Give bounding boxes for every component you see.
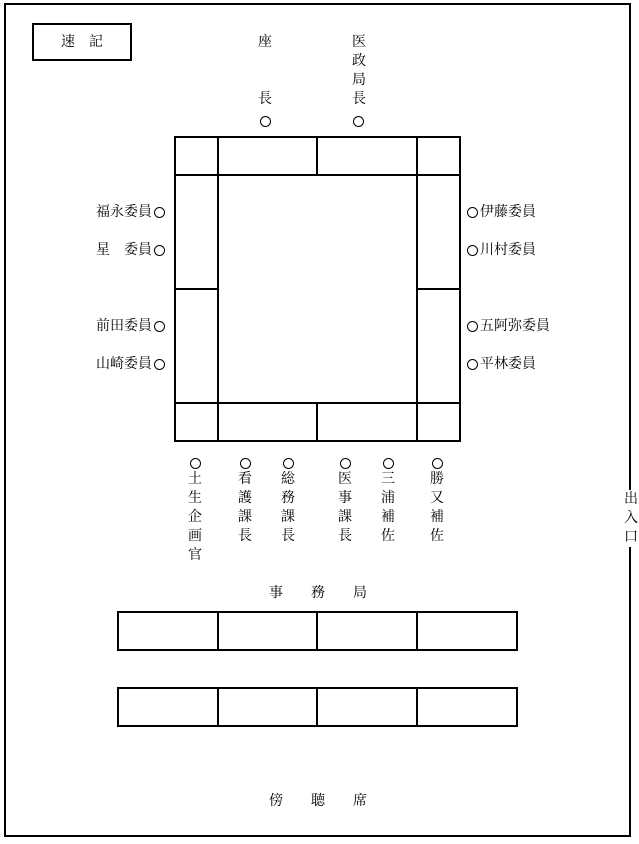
staff-4-label: 医 事 課 長 <box>338 471 352 544</box>
chair-label-bottom: 長 <box>258 91 272 107</box>
staff-3-label: 総 務 課 長 <box>281 471 295 544</box>
right-member-4-label: 平林委員 <box>480 356 536 372</box>
stenographer-label: 速 記 <box>61 34 103 50</box>
entrance-label: 出 入 口 <box>624 491 638 545</box>
chair-label-top: 座 <box>258 34 272 50</box>
right-member-2-label: 川村委員 <box>480 242 536 258</box>
left-member-4-label: 山崎委員 <box>96 356 152 372</box>
staff-2-label: 看 護 課 長 <box>238 471 252 544</box>
staff-5-label: 三 浦 補 佐 <box>381 471 395 544</box>
left-member-1-label: 福永委員 <box>96 204 152 220</box>
gallery-label: 傍 聴 席 <box>269 793 367 809</box>
left-member-2-label: 星 委員 <box>96 242 152 258</box>
right-member-1-label: 伊藤委員 <box>480 204 536 220</box>
staff-6-label: 勝 又 補 佐 <box>430 471 444 544</box>
secretariat-label: 事 務 局 <box>269 585 367 601</box>
staff-1-label: 土 生 企 画 官 <box>188 471 202 563</box>
bureau-chief-label: 医 政 局 長 <box>352 34 366 107</box>
left-member-3-label: 前田委員 <box>96 318 152 334</box>
right-member-3-label: 五阿弥委員 <box>480 318 550 334</box>
